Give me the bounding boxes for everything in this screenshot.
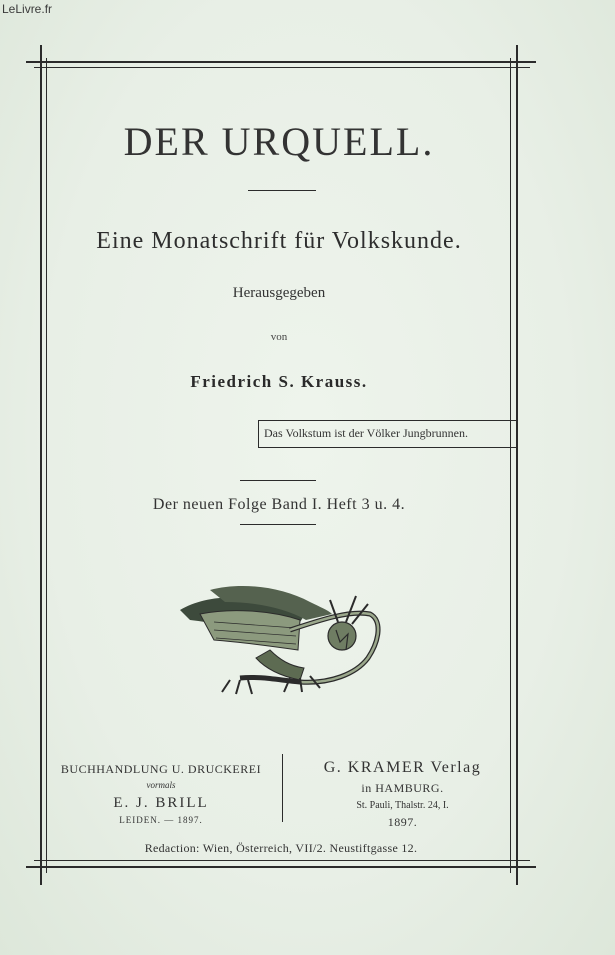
frame-bottom-rule-inner xyxy=(34,860,530,861)
subtitle: Eine Monatschrift für Volkskunde. xyxy=(96,228,462,254)
publisher-right-line4: 1897. xyxy=(387,815,418,829)
watermark: LeLivre.fr xyxy=(2,2,53,16)
folge-divider-top xyxy=(240,480,316,481)
frame-bottom-rule-outer xyxy=(26,866,536,868)
frame-left-rule-inner xyxy=(46,58,47,873)
motto-box-top xyxy=(258,420,516,421)
von-label: von xyxy=(270,331,288,343)
herausgegeben-label: Herausgegeben xyxy=(232,285,326,301)
title-divider xyxy=(248,190,316,191)
publisher-right-line3: St. Pauli, Thalstr. 24, I. xyxy=(356,800,449,811)
folge-text: Der neuen Folge Band I. Heft 3 u. 4. xyxy=(152,496,406,513)
motto-box-bottom xyxy=(258,447,516,448)
publisher-left-line2: vormals xyxy=(146,780,176,790)
motto-text: Das Volkstum ist der Völker Jungbrunnen. xyxy=(264,426,468,440)
frame-right-rule-outer xyxy=(516,45,518,885)
publisher-left-line3: E. J. BRILL xyxy=(113,795,209,811)
folge-divider-bottom xyxy=(240,524,316,525)
publisher-right-line1: G. KRAMER Verlag xyxy=(323,759,482,776)
publisher-left-line1: BUCHHANDLUNG U. DRUCKEREI xyxy=(60,762,262,776)
frame-left-rule-outer xyxy=(40,45,42,885)
author-name: Friedrich S. Krauss. xyxy=(190,372,368,391)
frame-right-rule-inner xyxy=(510,58,511,873)
publisher-divider xyxy=(282,754,283,822)
dragon-icon xyxy=(170,580,390,700)
publisher-left-line4: LEIDEN. — 1897. xyxy=(119,815,203,825)
redaction-address: Redaction: Wien, Österreich, VII/2. Neustiftgasse 12. xyxy=(144,841,418,855)
frame-top-rule-inner xyxy=(34,67,530,68)
frame-top-rule-outer xyxy=(26,61,536,63)
page-title: DER URQUELL. xyxy=(123,119,435,164)
publisher-right-line2: in HAMBURG. xyxy=(361,781,444,795)
motto-box-left xyxy=(258,420,259,448)
